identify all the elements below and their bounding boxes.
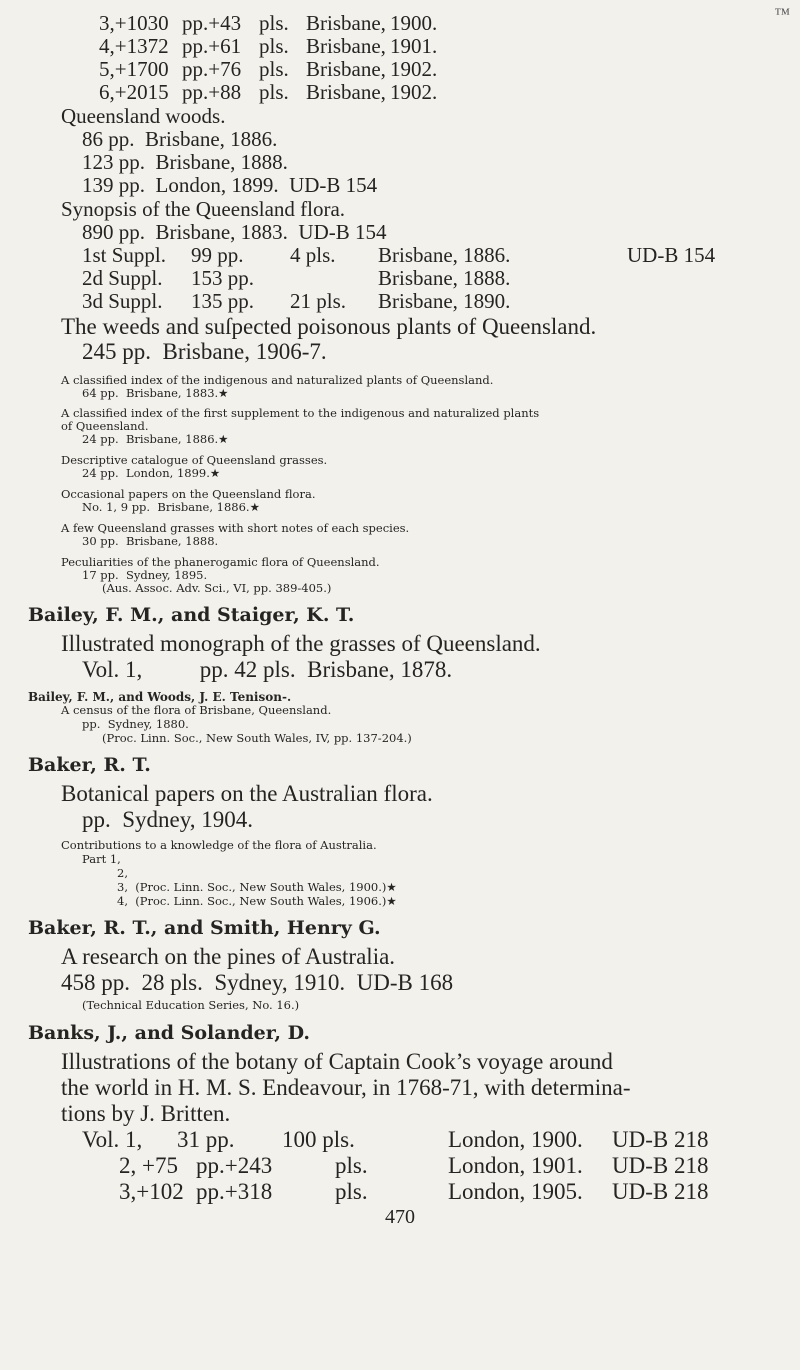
vol-ud: UD-B 218 — [612, 1153, 709, 1178]
series-pls: pls. — [259, 11, 289, 35]
vol-label: 3,+102 — [119, 1179, 184, 1204]
vol-place: London, 1901. — [448, 1153, 583, 1178]
series-year: 1901. — [390, 34, 438, 58]
small-entry-line: 17 pp. Sydney, 1895. — [82, 568, 208, 582]
small-entry-ref: (Aus. Assoc. Adv. Sci., VI, pp. 389-405.) — [102, 581, 332, 595]
entry-line: pp. Sydney, 1904. — [82, 807, 254, 832]
entry-line: 123 pp. Brisbane, 1888. — [82, 150, 288, 174]
small-entry-title: A few Queensland grasses with short notes of each species. — [61, 521, 410, 535]
series-pls: pls. — [259, 34, 289, 58]
entry-line: 245 pp. Brisbane, 1906-7. — [82, 339, 327, 364]
small-entry-line: 24 pp. Brisbane, 1886.★ — [82, 432, 229, 446]
part-line: 2, — [117, 866, 128, 880]
series-place: Brisbane, — [306, 11, 386, 35]
part-line: 4, (Proc. Linn. Soc., New South Wales, 1906.)★ — [117, 894, 397, 908]
small-entry-line: 64 pp. Brisbane, 1883.★ — [82, 386, 229, 400]
small-entry-title: A classified index of the indigenous and naturalized plants of Queensland. — [61, 373, 494, 387]
vol-label: 2, +75 — [119, 1153, 178, 1178]
supp-pls: 21 pls. — [290, 289, 347, 313]
small-entry-title: A census of the flora of Brisbane, Queensland. — [61, 703, 332, 717]
entry-line: 458 pp. 28 pls. Sydney, 1910. UD-B 168 — [61, 970, 454, 995]
supp-pls: 4 pls. — [290, 243, 336, 267]
entry-line: 86 pp. Brisbane, 1886. — [82, 127, 278, 151]
vol-pp: pp.+318 — [196, 1179, 273, 1204]
small-entry-line: 24 pp. London, 1899.★ — [82, 466, 221, 480]
vol-ud: UD-B 218 — [612, 1127, 709, 1152]
entry-title: Botanical papers on the Australian flora. — [61, 781, 433, 806]
small-entry-ref: (Technical Education Series, No. 16.) — [82, 998, 300, 1012]
supp-pp: 99 pp. — [191, 243, 244, 267]
author-heading: Banks, J., and Solander, D. — [28, 1022, 311, 1044]
vol-pls: pls. — [335, 1153, 368, 1178]
vol-place: London, 1905. — [448, 1179, 583, 1204]
series-pp: pp.+61 — [182, 34, 242, 58]
series-vol: 4,+1372 — [99, 34, 169, 58]
supp-label: 3d Suppl. — [82, 289, 163, 313]
entry-title: Synopsis of the Queensland flora. — [61, 197, 346, 221]
series-pls: pls. — [259, 80, 289, 104]
series-place: Brisbane, — [306, 34, 386, 58]
series-pls: pls. — [259, 57, 289, 81]
corner-mark: ™ — [774, 6, 790, 23]
vol-pp: 31 pp. — [177, 1127, 235, 1152]
author-heading: Baker, R. T., and Smith, Henry G. — [28, 917, 381, 939]
entry-line: Vol. 1, pp. 42 pls. Brisbane, 1878. — [82, 657, 453, 682]
entry-title: tions by J. Britten. — [61, 1101, 231, 1126]
small-entry-line: No. 1, 9 pp. Brisbane, 1886.★ — [82, 500, 260, 514]
vol-pls: pls. — [335, 1179, 368, 1204]
author-heading: Baker, R. T. — [28, 754, 151, 776]
small-entry-line: 30 pp. Brisbane, 1888. — [82, 534, 219, 548]
entry-title: A research on the pines of Australia. — [61, 944, 396, 969]
small-entry-title: Descriptive catalogue of Queensland grasses. — [61, 453, 328, 467]
small-entry-title: Contributions to a knowledge of the flora of Australia. — [61, 838, 377, 852]
small-entry-title: of Queensland. — [61, 419, 149, 433]
author-heading: Bailey, F. M., and Staiger, K. T. — [28, 604, 355, 626]
supp-place: Brisbane, 1886. — [378, 243, 511, 267]
entry-title: The weeds and suſpected poisonous plants of Queensland. — [61, 314, 597, 339]
part-line: 3, (Proc. Linn. Soc., New South Wales, 1900.)★ — [117, 880, 397, 894]
page-number: 470 — [385, 1206, 415, 1228]
series-year: 1900. — [390, 11, 438, 35]
small-entry-ref: (Proc. Linn. Soc., New South Wales, IV, pp. 137-204.) — [102, 731, 412, 745]
vol-ud: UD-B 218 — [612, 1179, 709, 1204]
author-heading: Bailey, F. M., and Woods, J. E. Tenison-. — [28, 690, 292, 704]
series-vol: 6,+2015 — [99, 80, 169, 104]
series-place: Brisbane, — [306, 80, 386, 104]
series-pp: pp.+88 — [182, 80, 242, 104]
entry-line: 890 pp. Brisbane, 1883. UD-B 154 — [82, 220, 387, 244]
supp-label: 2d Suppl. — [82, 266, 163, 290]
supp-ud: UD-B 154 — [627, 243, 716, 267]
entry-title: Illustrated monograph of the grasses of Queensland. — [61, 631, 541, 656]
small-entry-title: Peculiarities of the phanerogamic flora of Queensland. — [61, 555, 380, 569]
series-year: 1902. — [390, 57, 438, 81]
vol-label: Vol. 1, — [82, 1127, 143, 1152]
supp-place: Brisbane, 1890. — [378, 289, 511, 313]
supp-pp: 153 pp. — [191, 266, 254, 290]
small-entry-line: pp. Sydney, 1880. — [82, 717, 189, 731]
vol-pp: pp.+243 — [196, 1153, 273, 1178]
entry-title: Queensland woods. — [61, 104, 226, 128]
entry-line: 139 pp. London, 1899. UD-B 154 — [82, 173, 378, 197]
entry-title: Illustrations of the botany of Captain Cook’s voyage around — [61, 1049, 613, 1074]
part-line: Part 1, — [82, 852, 121, 866]
series-vol: 5,+1700 — [99, 57, 169, 81]
series-vol: 3,+1030 — [99, 11, 169, 35]
series-pp: pp.+43 — [182, 11, 242, 35]
supp-place: Brisbane, 1888. — [378, 266, 511, 290]
small-entry-title: Occasional papers on the Queensland flora. — [61, 487, 316, 501]
small-entry-title: A classified index of the first supplement to the indigenous and naturalized plants — [61, 406, 540, 420]
series-pp: pp.+76 — [182, 57, 242, 81]
supp-pp: 135 pp. — [191, 289, 254, 313]
entry-title: the world in H. M. S. Endeavour, in 1768-71, with determina- — [61, 1075, 631, 1100]
series-year: 1902. — [390, 80, 438, 104]
series-place: Brisbane, — [306, 57, 386, 81]
supp-label: 1st Suppl. — [82, 243, 167, 267]
vol-pls: 100 pls. — [282, 1127, 355, 1152]
vol-place: London, 1900. — [448, 1127, 583, 1152]
